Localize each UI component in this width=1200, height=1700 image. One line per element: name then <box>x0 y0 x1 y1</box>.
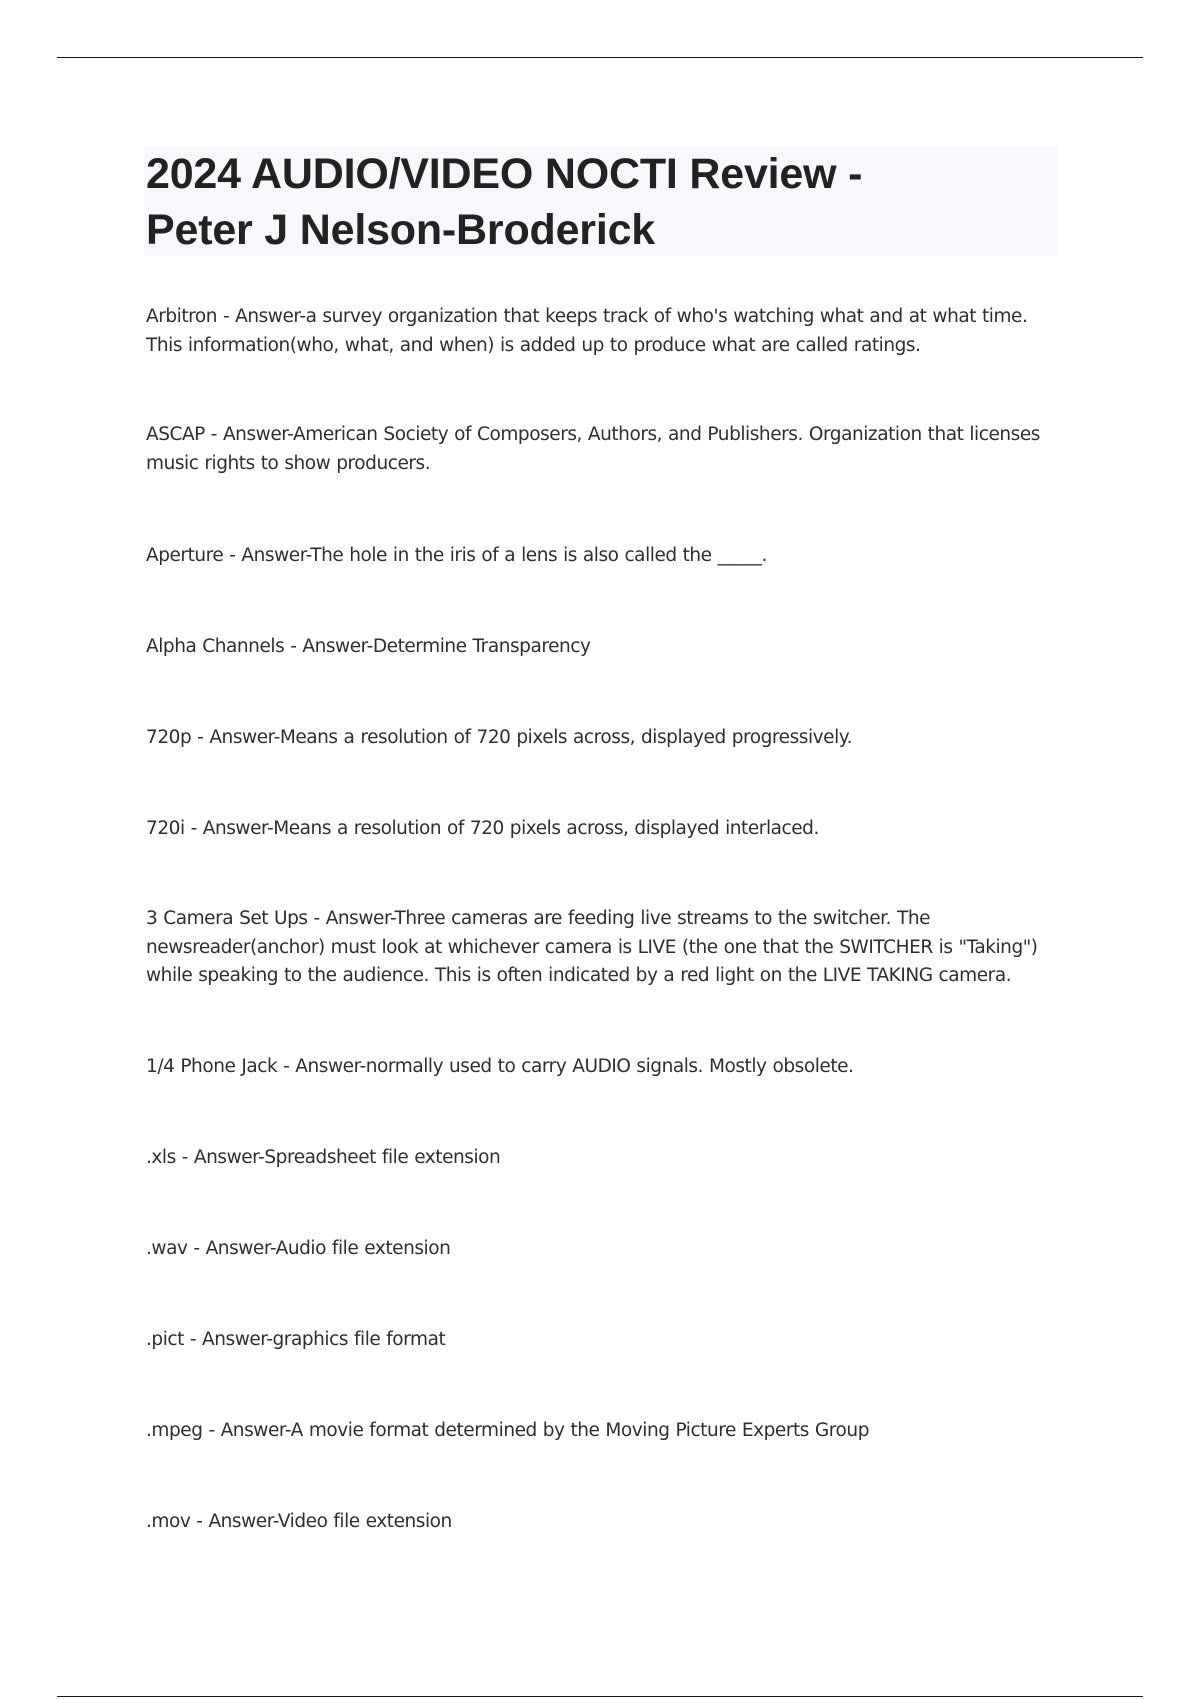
top-rule <box>57 57 1143 58</box>
bottom-rule <box>57 1696 1143 1697</box>
qa-entry-3-camera-set-ups: 3 Camera Set Ups - Answer-Three cameras are feeding live streams to the switcher. The newsreader(anchor) must look at whichever camera is LIVE (the one that the SWITCHER is "Taking") while speaking to the audience. This is often indicated by a red light on the LIVE TAKING camera. <box>146 908 1038 986</box>
document-title-line-1: 2024 AUDIO/VIDEO NOCTI Review - <box>146 150 863 198</box>
qa-entry-ascap: ASCAP - Answer-American Society of Composers, Authors, and Publishers. Organization that licenses music rights to show producers. <box>146 424 1040 474</box>
qa-entry-pict: .pict - Answer-graphics file format <box>146 1329 446 1350</box>
qa-entry-phone-jack: 1/4 Phone Jack - Answer-normally used to carry AUDIO signals. Mostly obsolete. <box>146 1056 854 1077</box>
qa-entry-wav: .wav - Answer-Audio file extension <box>146 1238 451 1259</box>
qa-entry-720i: 720i - Answer-Means a resolution of 720 pixels across, displayed interlaced. <box>146 818 819 839</box>
document-title-line-2: Peter J Nelson-Broderick <box>146 206 655 254</box>
qa-entry-xls: .xls - Answer-Spreadsheet file extension <box>146 1147 501 1168</box>
qa-entry-aperture: Aperture - Answer-The hole in the iris of a lens is also called the _____. <box>146 545 767 566</box>
document-title <box>144 146 1058 258</box>
qa-entry-alpha-channels: Alpha Channels - Answer-Determine Transparency <box>146 636 591 657</box>
title-block <box>144 146 1058 256</box>
qa-entry-mpeg: .mpeg - Answer-A movie format determined by the Moving Picture Experts Group <box>146 1420 869 1441</box>
qa-entry-720p: 720p - Answer-Means a resolution of 720 pixels across, displayed progressively. <box>146 727 853 748</box>
qa-entry-arbitron: Arbitron - Answer-a survey organization that keeps track of who's watching what and at what time. This information(who, what, and when) is added up to produce what are called ratings. <box>146 306 1028 356</box>
qa-entry-mov: .mov - Answer-Video file extension <box>146 1511 452 1532</box>
